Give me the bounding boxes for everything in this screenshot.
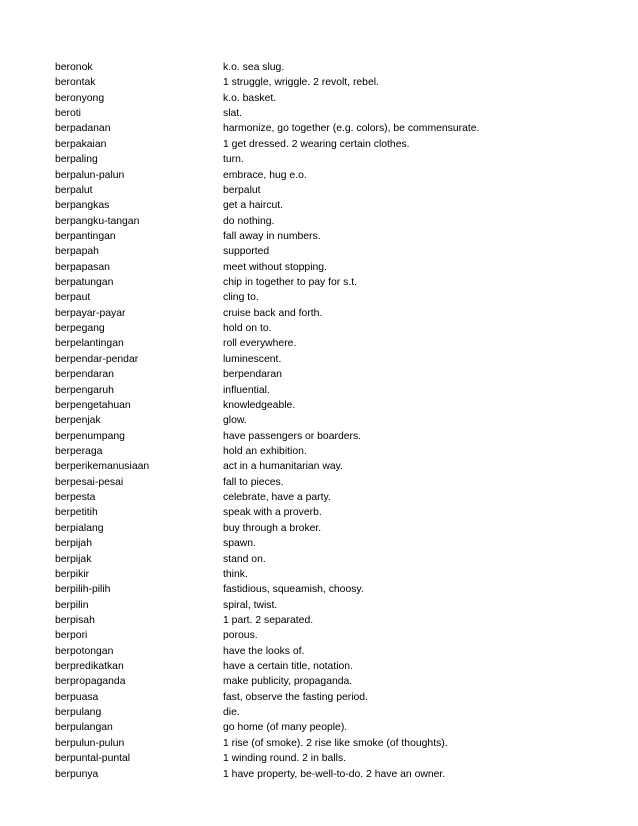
dictionary-entry	[55, 214, 615, 229]
dictionary-entry	[55, 536, 615, 551]
entry-definition: die.	[223, 707, 240, 719]
dictionary-entry	[55, 628, 615, 643]
dictionary-entry	[55, 321, 615, 336]
entry-term: berpalut	[55, 184, 93, 196]
entry-term: berpapah	[55, 246, 99, 258]
dictionary-entry	[55, 598, 615, 613]
entry-term: berpuntal-puntal	[55, 753, 131, 765]
dictionary-entry	[55, 398, 615, 413]
entry-term: berpuasa	[55, 691, 99, 703]
dictionary-entry	[55, 552, 615, 567]
entry-term: berpatungan	[55, 277, 114, 289]
entry-definition: berpalut	[223, 184, 261, 196]
dictionary-entry	[55, 736, 615, 751]
dictionary-entry	[55, 121, 615, 136]
entry-definition: have a certain title, notation.	[223, 661, 353, 673]
entry-definition: porous.	[223, 630, 258, 642]
entry-term: berpori	[55, 630, 88, 642]
entry-term: berpangku-tangan	[55, 215, 140, 227]
entry-term: berpengetahuan	[55, 399, 131, 411]
dictionary-entry	[55, 459, 615, 474]
entry-term: berontak	[55, 77, 96, 89]
dictionary-entry	[55, 521, 615, 536]
dictionary-entry-list	[55, 60, 615, 782]
dictionary-entry	[55, 244, 615, 259]
entry-term: berpadanan	[55, 123, 111, 135]
entry-definition: influential.	[223, 384, 270, 396]
dictionary-entry	[55, 106, 615, 121]
entry-definition: 1 winding round. 2 in balls.	[223, 753, 347, 765]
entry-term: berpropaganda	[55, 676, 126, 688]
entry-term: berperaga	[55, 445, 103, 457]
entry-term: berpaut	[55, 292, 91, 304]
dictionary-entry	[55, 705, 615, 720]
dictionary-entry	[55, 229, 615, 244]
entry-definition: roll everywhere.	[223, 338, 297, 350]
entry-term: berpangkas	[55, 200, 110, 212]
entry-term: berpunya	[55, 768, 99, 780]
dictionary-entry	[55, 168, 615, 183]
entry-definition: knowledgeable.	[223, 399, 296, 411]
dictionary-entry	[55, 444, 615, 459]
entry-definition: chip in together to pay for s.t.	[223, 277, 357, 289]
dictionary-entry	[55, 306, 615, 321]
entry-term: berpesai-pesai	[55, 476, 124, 488]
entry-definition: think.	[223, 568, 248, 580]
entry-definition: embrace, hug e.o.	[223, 169, 307, 181]
entry-definition: fall away in numbers.	[223, 230, 321, 242]
entry-definition: spawn.	[223, 538, 256, 550]
entry-term: berpialang	[55, 522, 104, 534]
dictionary-entry	[55, 383, 615, 398]
dictionary-entry	[55, 613, 615, 628]
entry-definition: supported	[223, 246, 270, 258]
entry-term: berpelantingan	[55, 338, 124, 350]
entry-term: berpilih-pilih	[55, 584, 111, 596]
dictionary-entry	[55, 152, 615, 167]
dictionary-entry	[55, 137, 615, 152]
dictionary-entry	[55, 290, 615, 305]
entry-definition: turn.	[223, 154, 244, 166]
entry-definition: 1 get dressed. 2 wearing certain clothes.	[223, 138, 410, 150]
dictionary-entry	[55, 644, 615, 659]
entry-term: beronyong	[55, 92, 105, 104]
entry-term: beroti	[55, 108, 81, 120]
entry-term: berpengaruh	[55, 384, 114, 396]
entry-term: berpenjak	[55, 415, 101, 427]
dictionary-entry	[55, 720, 615, 735]
entry-term: berpredikatkan	[55, 661, 124, 673]
entry-definition: act in a humanitarian way.	[223, 461, 343, 473]
entry-definition: get a haircut.	[223, 200, 284, 212]
entry-definition: fall to pieces.	[223, 476, 284, 488]
entry-definition: cruise back and forth.	[223, 307, 323, 319]
entry-definition: make publicity, propaganda.	[223, 676, 353, 688]
entry-term: berpilin	[55, 599, 89, 611]
entry-definition: speak with a proverb.	[223, 507, 322, 519]
entry-term: berpantingan	[55, 230, 116, 242]
entry-term: berpendar-pendar	[55, 353, 139, 365]
dictionary-entry	[55, 490, 615, 505]
entry-term: berpapasan	[55, 261, 110, 273]
entry-term: berpulangan	[55, 722, 113, 734]
dictionary-entry	[55, 367, 615, 382]
entry-definition: hold an exhibition.	[223, 445, 307, 457]
entry-term: berpegang	[55, 323, 105, 335]
dictionary-entry	[55, 582, 615, 597]
entry-term: berpijah	[55, 538, 92, 550]
entry-definition: harmonize, go together (e.g. colors), be commensurate.	[223, 123, 480, 135]
dictionary-entry	[55, 567, 615, 582]
entry-definition: do nothing.	[223, 215, 275, 227]
dictionary-entry	[55, 767, 615, 782]
entry-term: berpayar-payar	[55, 307, 126, 319]
entry-definition: fastidious, squeamish, choosy.	[223, 584, 364, 596]
dictionary-entry	[55, 198, 615, 213]
entry-term: berpulang	[55, 707, 102, 719]
dictionary-entry	[55, 505, 615, 520]
entry-definition: berpendaran	[223, 369, 282, 381]
entry-definition: hold on to.	[223, 323, 272, 335]
entry-definition: 1 rise (of smoke). 2 rise like smoke (of thoughts).	[223, 737, 448, 749]
entry-definition: luminescent.	[223, 353, 282, 365]
dictionary-entry	[55, 60, 615, 75]
dictionary-entry	[55, 429, 615, 444]
dictionary-entry	[55, 690, 615, 705]
entry-term: berpikir	[55, 568, 90, 580]
entry-definition: celebrate, have a party.	[223, 492, 331, 504]
entry-definition: fast, observe the fasting period.	[223, 691, 368, 703]
dictionary-entry	[55, 674, 615, 689]
dictionary-entry	[55, 352, 615, 367]
dictionary-entry	[55, 475, 615, 490]
entry-term: berpaling	[55, 154, 98, 166]
entry-definition: k.o. sea slug.	[223, 62, 285, 73]
entry-definition: have the looks of.	[223, 645, 305, 657]
entry-term: berpendaran	[55, 369, 114, 381]
entry-definition: 1 part. 2 separated.	[223, 614, 314, 626]
entry-definition: have passengers or boarders.	[223, 430, 362, 442]
dictionary-entry	[55, 75, 615, 90]
dictionary-entry	[55, 260, 615, 275]
entry-definition: slat.	[223, 108, 243, 120]
dictionary-entry	[55, 751, 615, 766]
entry-term: berpesta	[55, 492, 96, 504]
entry-definition: k.o. basket.	[223, 92, 277, 104]
dictionary-entry	[55, 183, 615, 198]
dictionary-entry	[55, 659, 615, 674]
entry-definition: spiral, twist.	[223, 599, 278, 611]
dictionary-entry	[55, 275, 615, 290]
entry-definition: glow.	[223, 415, 247, 427]
entry-term: berpijak	[55, 553, 92, 565]
entry-definition: 1 have property, be-well-to-do. 2 have an owner.	[223, 768, 446, 780]
entry-term: berpenumpang	[55, 430, 125, 442]
entry-definition: meet without stopping.	[223, 261, 327, 273]
entry-term: berperikemanusiaan	[55, 461, 150, 473]
entry-definition: buy through a broker.	[223, 522, 322, 534]
entry-definition: cling to.	[223, 292, 259, 304]
dictionary-entry	[55, 91, 615, 106]
entry-term: berpulun-pulun	[55, 737, 125, 749]
entry-term: beronok	[55, 62, 93, 73]
dictionary-entry	[55, 336, 615, 351]
entry-definition: 1 struggle, wriggle. 2 revolt, rebel.	[223, 77, 379, 89]
entry-definition: go home (of many people).	[223, 722, 348, 734]
entry-definition: stand on.	[223, 553, 266, 565]
entry-term: berpetitih	[55, 507, 98, 519]
entry-term: berpalun-palun	[55, 169, 125, 181]
entry-term: berpisah	[55, 614, 95, 626]
entry-term: berpakaian	[55, 138, 107, 150]
entry-term: berpotongan	[55, 645, 114, 657]
dictionary-entry	[55, 413, 615, 428]
